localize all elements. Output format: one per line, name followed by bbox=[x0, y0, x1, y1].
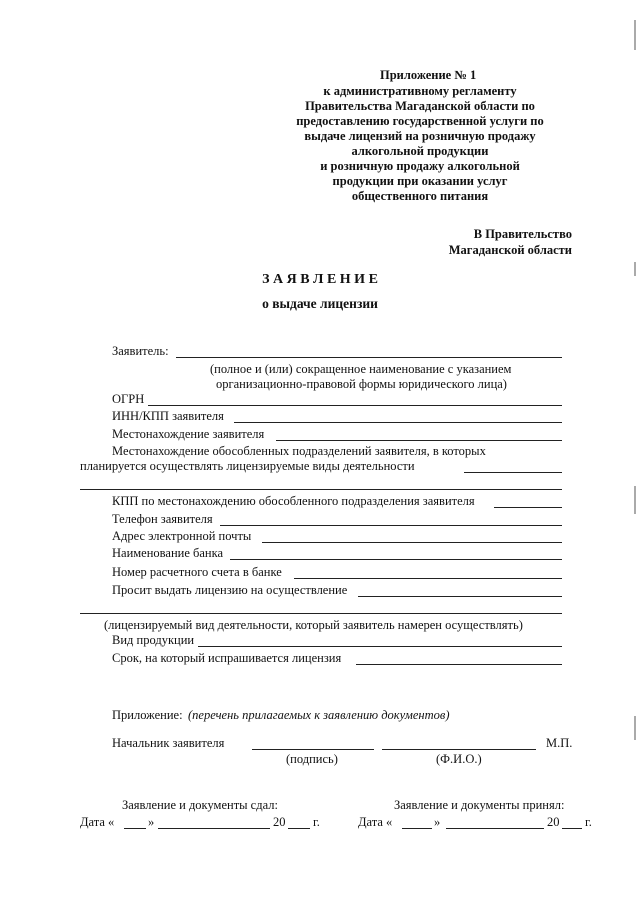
kpp-branch-line[interactable] bbox=[494, 507, 562, 508]
scan-speck bbox=[634, 262, 636, 276]
product-line[interactable] bbox=[198, 646, 562, 647]
bank-label: Наименование банка bbox=[112, 546, 224, 560]
bank-line[interactable] bbox=[230, 559, 562, 560]
received-month-line[interactable] bbox=[446, 828, 544, 829]
received-year-line[interactable] bbox=[562, 828, 582, 829]
account-label: Номер расчетного счета в банке bbox=[112, 565, 282, 579]
date-prefix: Дата « bbox=[358, 815, 393, 829]
year-prefix: 20 bbox=[547, 815, 560, 829]
activity-hint: (лицензируемый вид деятельности, который заявитель намерен осуществлять) bbox=[104, 618, 523, 632]
branches-line-2[interactable] bbox=[80, 489, 562, 490]
head-label: Начальник заявителя bbox=[112, 736, 225, 750]
annex-line: к административному регламенту bbox=[323, 84, 517, 98]
scan-speck bbox=[634, 716, 636, 740]
submitted-label: Заявление и документы сдал: bbox=[122, 798, 278, 812]
applicant-label: Заявитель: bbox=[112, 344, 169, 358]
year-prefix: 20 bbox=[273, 815, 286, 829]
received-label: Заявление и документы принял: bbox=[394, 798, 565, 812]
annex-line: и розничную продажу алкогольной bbox=[320, 159, 520, 173]
inn-kpp-label: ИНН/КПП заявителя bbox=[112, 409, 224, 423]
name-hint: (Ф.И.О.) bbox=[436, 752, 482, 766]
document-subtitle: о выдаче лицензии bbox=[262, 296, 378, 311]
account-line[interactable] bbox=[294, 578, 562, 579]
addressee-line1: В Правительство bbox=[473, 227, 572, 241]
document-title: З А Я В Л Е Н И Е bbox=[262, 272, 378, 287]
annex-line: алкогольной продукции bbox=[351, 144, 489, 158]
product-label: Вид продукции bbox=[112, 633, 195, 647]
request-line[interactable] bbox=[358, 596, 562, 597]
applicant-hint: (полное и (или) сокращенное наименование с указанием bbox=[210, 362, 512, 376]
annex-line: продукции при оказании услуг bbox=[332, 174, 508, 188]
applicant-line[interactable] bbox=[176, 357, 562, 358]
email-line[interactable] bbox=[262, 542, 562, 543]
annex-title: Приложение № 1 bbox=[380, 68, 477, 82]
submitted-year-line[interactable] bbox=[288, 828, 310, 829]
term-line[interactable] bbox=[356, 664, 562, 665]
annex-line: общественного питания bbox=[351, 189, 489, 203]
date-prefix: Дата « bbox=[80, 815, 115, 829]
attachment-hint: (перечень прилагаемых к заявлению документов) bbox=[188, 708, 450, 722]
year-suffix: г. bbox=[585, 815, 592, 829]
location-line[interactable] bbox=[276, 440, 562, 441]
signature-line[interactable] bbox=[252, 749, 374, 750]
applicant-hint: организационно-правовой формы юридического лица) bbox=[216, 377, 507, 391]
annex-line: Правительства Магаданской области по bbox=[305, 99, 535, 113]
name-line[interactable] bbox=[382, 749, 536, 750]
annex-line: выдаче лицензий на розничную продажу bbox=[304, 129, 536, 143]
kpp-branch-label: КПП по местонахождению обособленного подразделения заявителя bbox=[112, 494, 475, 508]
inn-kpp-line[interactable] bbox=[234, 422, 562, 423]
phone-line[interactable] bbox=[220, 525, 562, 526]
scan-speck bbox=[634, 486, 636, 514]
attachment-label: Приложение: bbox=[112, 708, 183, 722]
request-label: Просит выдать лицензию на осуществление bbox=[112, 583, 348, 597]
date-mid: » bbox=[148, 815, 155, 829]
activity-line[interactable] bbox=[80, 613, 562, 614]
ogrn-line[interactable] bbox=[148, 405, 562, 406]
submitted-month-line[interactable] bbox=[158, 828, 270, 829]
email-label: Адрес электронной почты bbox=[112, 529, 252, 543]
branches-label-cont: планируется осуществлять лицензируемые виды деятельности bbox=[80, 459, 415, 473]
phone-label: Телефон заявителя bbox=[112, 512, 213, 526]
date-mid: » bbox=[434, 815, 441, 829]
scan-speck bbox=[634, 20, 636, 50]
stamp-label: М.П. bbox=[546, 736, 573, 750]
year-suffix: г. bbox=[313, 815, 320, 829]
addressee-line2: Магаданской области bbox=[448, 243, 572, 257]
ogrn-label: ОГРН bbox=[112, 392, 145, 406]
received-day-line[interactable] bbox=[402, 828, 432, 829]
signature-hint: (подпись) bbox=[286, 752, 338, 766]
branches-line[interactable] bbox=[464, 472, 562, 473]
term-label: Срок, на который испрашивается лицензия bbox=[112, 651, 342, 665]
annex-line: предоставлению государственной услуги по bbox=[296, 114, 544, 128]
branches-label: Местонахождение обособленных подразделений заявителя, в которых bbox=[112, 444, 486, 458]
location-label: Местонахождение заявителя bbox=[112, 427, 265, 441]
submitted-day-line[interactable] bbox=[124, 828, 146, 829]
